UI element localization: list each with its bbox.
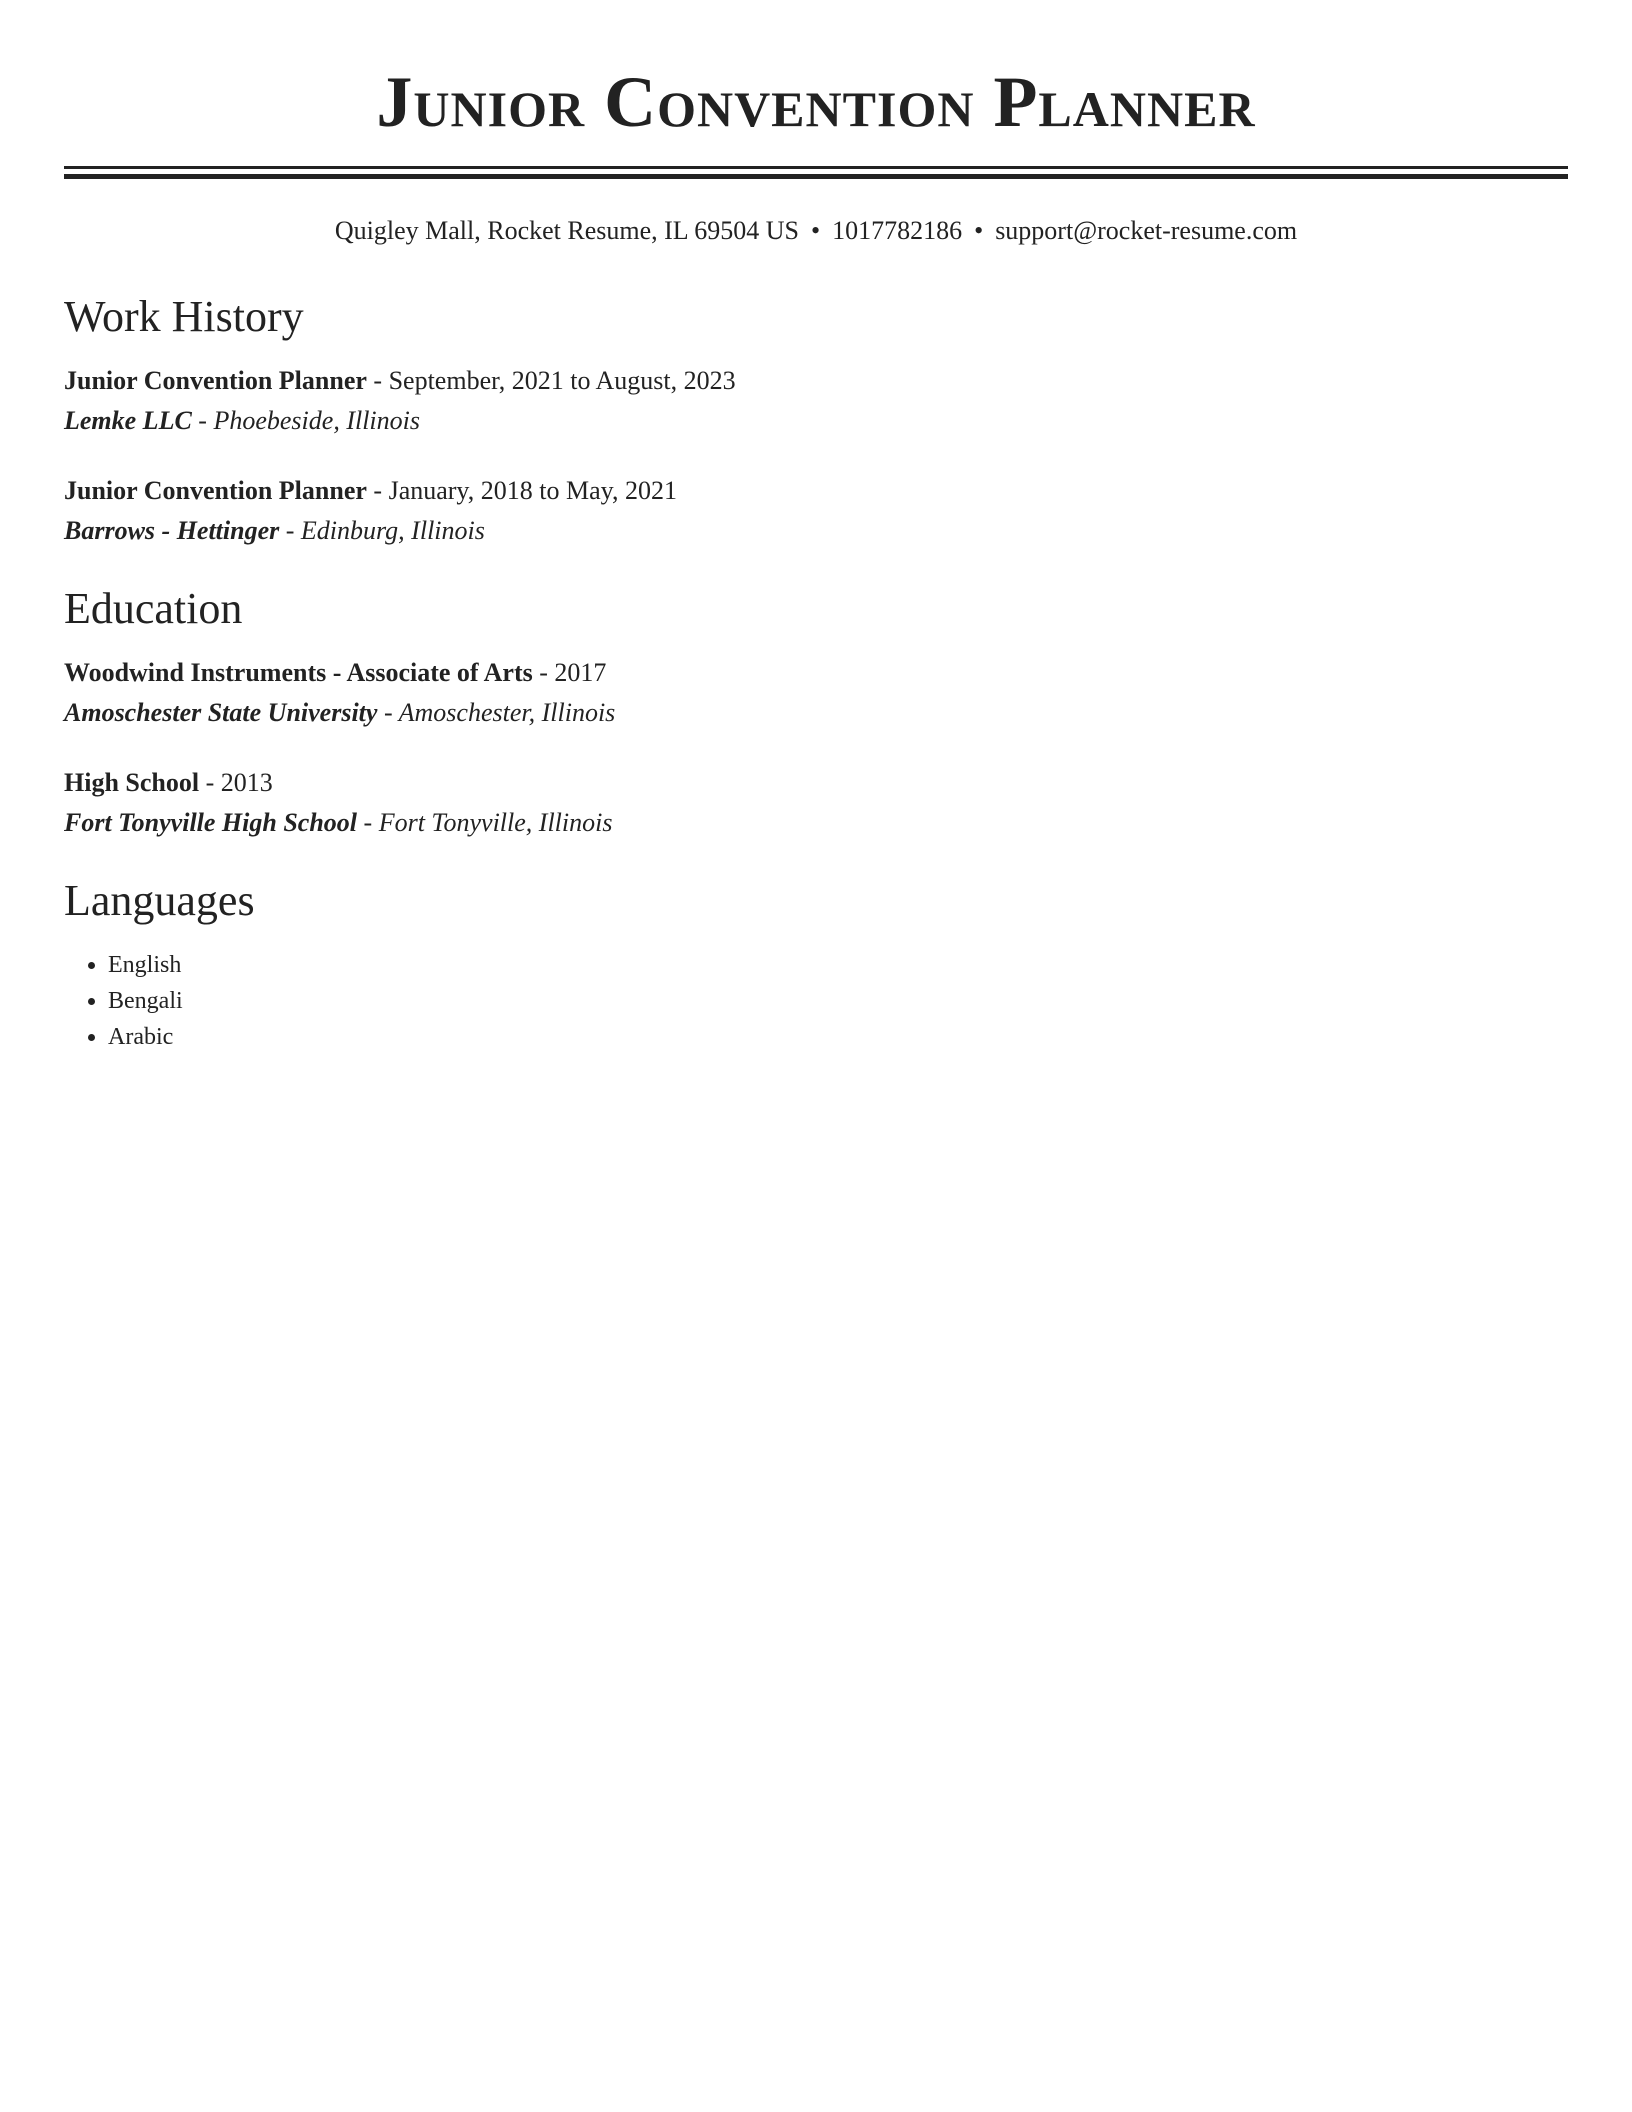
dash: - — [539, 658, 548, 687]
education-location: Amoschester, Illinois — [398, 698, 616, 727]
section-title-education: Education — [64, 584, 243, 633]
dash: - — [205, 768, 215, 797]
section-title-work: Work History — [64, 292, 304, 341]
dash: - — [363, 808, 373, 837]
dash: - — [373, 476, 383, 505]
contact-phone: 1017782186 — [832, 216, 963, 245]
language-item: • Bengali — [108, 983, 1568, 1019]
education-school: Fort Tonyville High School — [64, 808, 358, 837]
language-item: • Arabic — [108, 1019, 1568, 1055]
education-entry — [64, 653, 1568, 733]
education-degree: High School — [64, 768, 200, 797]
education-entry — [64, 763, 1568, 843]
education-degree: Woodwind Instruments - Associate of Arts — [64, 658, 533, 687]
education-year: 2017 — [554, 658, 607, 687]
work-entry — [64, 471, 1568, 551]
work-org: Lemke LLC — [64, 406, 192, 435]
language-item: • English — [108, 947, 1568, 983]
work-entry — [64, 361, 1568, 441]
education-year: 2013 — [220, 768, 273, 797]
dash: - — [198, 406, 207, 435]
dash: - — [383, 698, 393, 727]
resume-name: Junior Convention Planner — [376, 62, 1256, 142]
contact-separator: • — [974, 216, 984, 245]
contact-line — [64, 215, 1568, 247]
work-dates: September, 2021 to August, 2023 — [388, 366, 736, 395]
dash: - — [373, 366, 383, 395]
education-location: Fort Tonyville, Illinois — [378, 808, 613, 837]
work-location: Phoebeside, Illinois — [213, 406, 420, 435]
resume-page — [64, 0, 1568, 1055]
work-dates: January, 2018 to May, 2021 — [388, 476, 677, 505]
dash: - — [285, 516, 295, 545]
work-role: Junior Convention Planner — [64, 366, 367, 395]
work-location: Edinburg, Illinois — [300, 516, 485, 545]
contact-address: Quigley Mall, Rocket Resume, IL 69504 US — [334, 216, 799, 245]
header-rule-thin — [64, 166, 1568, 169]
work-role: Junior Convention Planner — [64, 476, 367, 505]
contact-email: support@rocket-resume.com — [995, 216, 1298, 245]
languages-list — [64, 947, 1568, 1055]
section-title-languages: Languages — [64, 876, 255, 925]
work-org: Barrows - Hettinger — [64, 516, 280, 545]
education-school: Amoschester State University — [64, 698, 378, 727]
contact-separator: • — [810, 216, 821, 245]
header-rule-thick — [64, 174, 1568, 179]
